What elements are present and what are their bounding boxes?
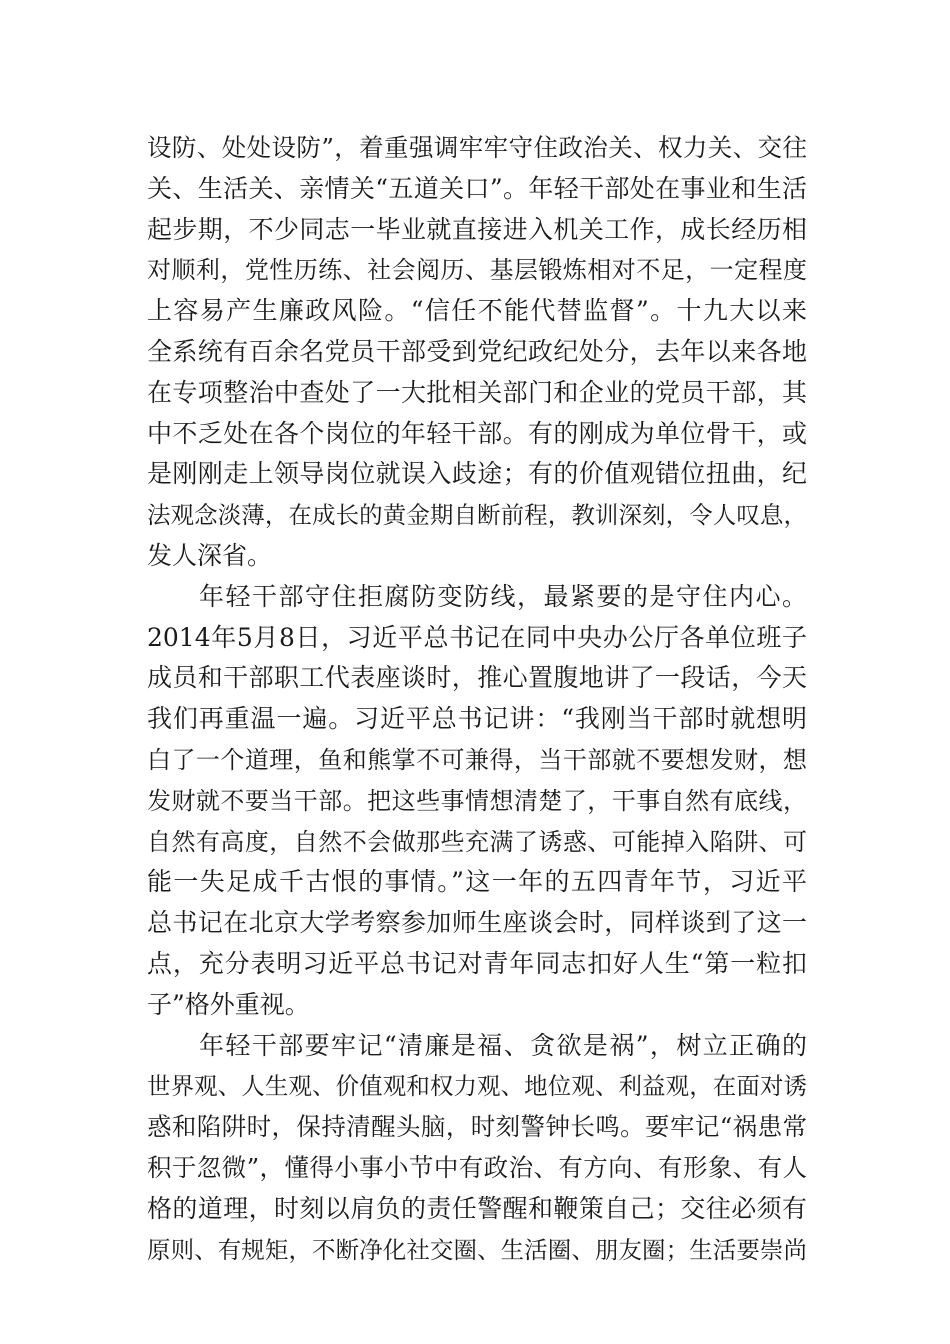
text-line: 设防、处处设防”，着重强调牢牢守住政治关、权力关、交往: [147, 133, 807, 162]
text-line: 发财就不要当干部。把这些事情想清楚了，干事自然有底线，: [147, 786, 807, 815]
text-line: 总书记在北京大学考察参加师生座谈会时，同样谈到了这一: [147, 908, 807, 938]
text-line: 子”格外重视。: [147, 989, 310, 1019]
text-line: 起步期，不少同志一毕业就直接进入机关工作，成长经历相: [147, 214, 807, 244]
text-line: 格的道理，时刻以肩负的责任警醒和鞭策自己；交往必须有: [147, 1193, 807, 1223]
text-line: 关、生活关、亲情关“五道关口”。年轻干部处在事业和生活: [147, 173, 807, 203]
text-line: 全系统有百余名党员干部受到党纪政纪处分，去年以来各地: [147, 336, 807, 366]
text-line: 中不乏处在各个岗位的年轻干部。有的刚成为单位骨干，或: [147, 418, 807, 448]
text-line: 能一失足成千古恨的事情。”这一年的五四青年节，习近平: [147, 867, 807, 897]
text-line: 我们再重温一遍。习近平总书记讲：“我刚当干部时就想明: [147, 704, 807, 734]
text-line: 惑和陷阱时，保持清醒头脑，时刻警钟长鸣。要牢记“祸患常: [147, 1112, 807, 1142]
text-line: 在专项整治中查处了一大批相关部门和企业的党员干部，其: [147, 377, 807, 407]
document-body: [147, 128, 807, 1270]
text-line: 对顺利，党性历练、社会阅历、基层锻炼相对不足，一定程度: [147, 256, 807, 285]
text-line: 成员和干部职工代表座谈时，推心置腹地讲了一段话，今天: [147, 663, 807, 693]
text-line: 自然有高度，自然不会做那些充满了诱惑、可能掉入陷阱、可: [147, 827, 807, 856]
text-line: 年轻干部要牢记“清廉是福、贪欲是祸”，树立正确的: [199, 1030, 807, 1060]
text-line: 白了一个道理，鱼和熊掌不可兼得，当干部就不要想发财，想: [147, 745, 807, 774]
text-line: 点，充分表明习近平总书记对青年同志扣好人生“第一粒扣: [147, 948, 807, 978]
text-line: 2014年5月8日，习近平总书记在同中央办公厅各单位班子: [147, 622, 807, 652]
text-line: 发人深省。: [147, 540, 273, 570]
text-line: 上容易产生廉政风险。“信任不能代替监督”。十九大以来: [147, 296, 807, 326]
text-line: 法观念淡薄，在成长的黄金期自断前程，教训深刻，令人叹息，: [147, 501, 807, 530]
text-line: 年轻干部守住拒腐防变防线，最紧要的是守住内心。: [199, 581, 807, 611]
text-line: 积于忽微”，懂得小事小节中有政治、有方向、有形象、有人: [147, 1152, 807, 1182]
text-line: 原则、有规矩，不断净化社交圈、生活圈、朋友圈；生活要崇尚: [147, 1235, 807, 1264]
text-line: 是刚刚走上领导岗位就误入歧途；有的价值观错位扭曲，纪: [147, 459, 807, 489]
text-line: 世界观、人生观、价值观和权力观、地位观、利益观，在面对诱: [147, 1072, 807, 1101]
